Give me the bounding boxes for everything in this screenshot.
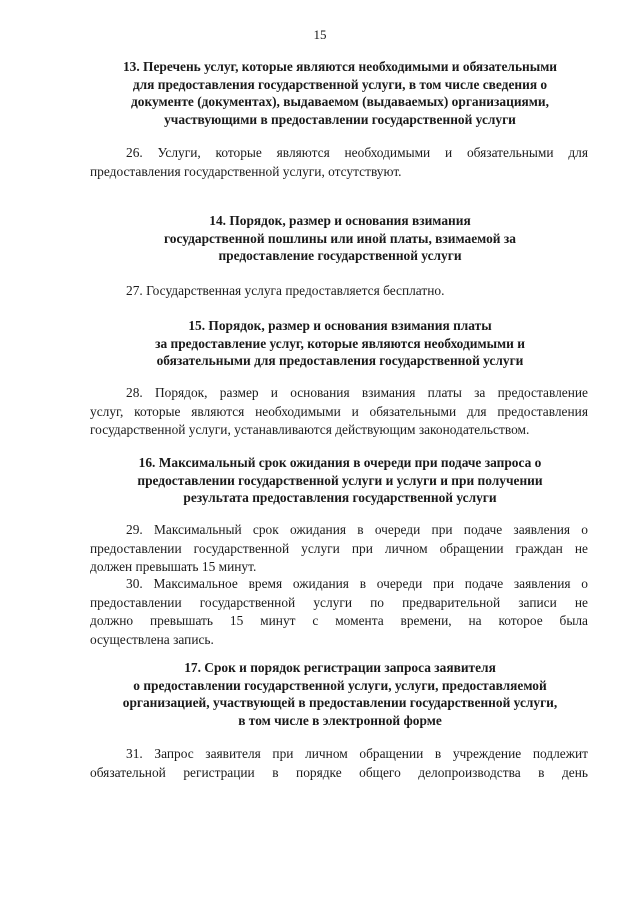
paragraph-30: [90, 575, 588, 649]
heading-line: организацией, участвующей в предоставлении государственной услуги,: [122, 695, 558, 710]
paragraph-line: предоставления государственной услуги, отсутствуют.: [90, 163, 402, 179]
paragraph-28: [90, 384, 588, 440]
heading-line: 14. Порядок, размер и основания взимания: [209, 213, 471, 228]
paragraph-line: 31. Запрос заявителя при личном обращении в учреждение подлежит: [126, 746, 588, 761]
section-17-heading: [80, 659, 600, 729]
heading-line: 15. Порядок, размер и основания взимания платы: [188, 318, 492, 333]
paragraph-26: [90, 144, 588, 181]
paragraph-line: 26. Услуги, которые являются необходимыми и обязательными для: [126, 145, 588, 160]
paragraph-line: 27. Государственная услуга предоставляется бесплатно.: [126, 283, 445, 298]
section-16-heading: [80, 454, 600, 507]
paragraph-line: 29. Максимальный срок ожидания в очереди при подаче заявления о: [126, 522, 588, 537]
paragraph-line: 28. Порядок, размер и основания взимания платы за предоставление: [126, 385, 588, 400]
heading-line: о предоставлении государственной услуги, услуги, предоставляемой: [133, 677, 547, 693]
heading-line: 13. Перечень услуг, которые являются необходимыми и обязательными: [122, 59, 558, 74]
paragraph-line: услуг, которые являются необходимыми и обязательными для предоставления: [90, 403, 588, 419]
heading-line: государственной пошлины или иной платы, взимаемой за: [164, 230, 516, 246]
heading-line: 17. Срок и порядок регистрации запроса заявителя: [184, 660, 496, 675]
heading-line: результата предоставления государственной услуги: [183, 490, 497, 505]
paragraph-29: [90, 521, 588, 577]
paragraph-27: [90, 282, 588, 301]
paragraph-line: должно превышать 15 минут с момента времени, на которое была: [90, 613, 588, 629]
heading-line: 16. Максимальный срок ожидания в очереди при подаче запроса о: [138, 455, 542, 470]
heading-line: документе (документах), выдаваемом (выдаваемых) организациями,: [131, 94, 549, 109]
heading-line: для предоставления государственной услуги, в том числе сведения о: [132, 76, 548, 92]
heading-line: за предоставление услуг, которые являются необходимыми и: [155, 335, 525, 351]
paragraph-31: [90, 745, 588, 782]
heading-line: в том числе в электронной форме: [238, 712, 442, 728]
heading-line: предоставлении государственной услуги и услуги и при получении: [137, 472, 543, 488]
heading-line: участвующими в предоставлении государственной услуги: [164, 111, 516, 127]
paragraph-line: должен превышать 15 минут.: [90, 559, 257, 575]
paragraph-line: предоставлении государственной услуги по предварительной записи не: [90, 594, 588, 610]
paragraph-line: 30. Максимальное время ожидания в очереди при подаче заявления о: [126, 576, 588, 591]
heading-line: обязательными для предоставления государственной услуги: [156, 353, 524, 368]
section-13-heading: [80, 58, 600, 128]
paragraph-line: предоставлении государственной услуги при личном обращении граждан не: [90, 540, 588, 556]
section-14-heading: [80, 212, 600, 265]
heading-line: предоставление государственной услуги: [218, 248, 462, 263]
paragraph-line: обязательной регистрации в порядке общего делопроизводства в день: [90, 764, 588, 780]
section-15-heading: [80, 317, 600, 370]
paragraph-line: государственной услуги, устанавливаются действующим законодательством.: [90, 422, 530, 438]
paragraph-line: осуществлена запись.: [90, 631, 214, 647]
page-number: 15: [313, 27, 327, 42]
